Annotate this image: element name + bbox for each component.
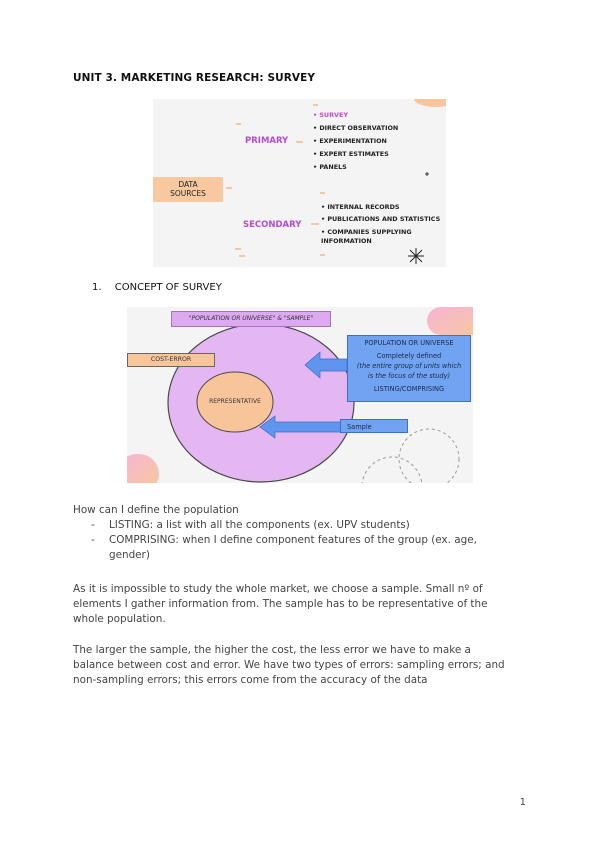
bullet-dash: - (91, 519, 95, 531)
text-line: non-sampling errors; this errors come from the accuracy of the data (73, 674, 428, 687)
decor-blob-icon (414, 99, 446, 107)
secondary-item: • INTERNAL RECORDS (321, 203, 400, 211)
list-item: - COMPRISING: when I define component features of the group (ex. age, gender) (91, 533, 531, 563)
page-heading: UNIT 3. MARKETING RESEARCH: SURVEY (73, 72, 316, 84)
decor-circle (362, 457, 422, 483)
text-line: elements I gather information from. The sample has to be representative of the (73, 598, 488, 611)
page-number: 1 (519, 797, 526, 808)
data-sources-line1: DATA (178, 180, 198, 189)
section-title: CONCEPT OF SURVEY (114, 282, 222, 293)
decor-circle (399, 429, 459, 483)
population-line: is the focus of the study) (367, 372, 451, 380)
population-line: Completely defined (376, 352, 442, 360)
text-line: balance between cost and error. We have two types of errors: sampling errors; and (73, 659, 505, 672)
list-item: - LISTING: a list with all the components (ex. UPV students) (91, 518, 531, 533)
secondary-label: SECONDARY (243, 220, 302, 230)
section-number: 1. (92, 282, 102, 293)
data-sources-line2: SOURCES (170, 189, 206, 198)
population-line: LISTING/COMPRISING (373, 385, 445, 393)
representative-label: REPRESENTATIVE (209, 398, 261, 405)
population-title: POPULATION OR UNIVERSE (364, 339, 454, 347)
top-banner: "POPULATION OR UNIVERSE" & "SAMPLE" (171, 311, 331, 327)
population-box (347, 335, 471, 402)
sparkle-icon (408, 248, 424, 264)
bullet-list (91, 518, 531, 564)
define-question: How can I define the population (73, 504, 239, 516)
decor-dashes (226, 105, 325, 256)
text-line: As it is impossible to study the whole market, we choose a sample. Small nº of (73, 583, 483, 595)
data-sources-box (153, 177, 223, 202)
section-heading (92, 282, 222, 293)
population-sample-figure (127, 307, 473, 483)
cost-error-box: COST-ERROR (127, 353, 215, 367)
secondary-item: • PUBLICATIONS AND STATISTICS (321, 215, 441, 223)
decor-blob-icon (127, 454, 159, 483)
primary-item: • EXPERIMENTATION (313, 137, 387, 145)
text-line: The larger the sample, the higher the cost, the less error we have to make a (73, 644, 471, 656)
bullet-dash: - (91, 534, 95, 547)
population-line: (the entire group of units which (356, 362, 462, 370)
secondary-item: • COMPANIES SUPPLYING INFORMATION (321, 228, 412, 245)
primary-item: • SURVEY (313, 111, 348, 119)
primary-item: • DIRECT OBSERVATION (313, 124, 399, 132)
primary-item: • EXPERT ESTIMATES (313, 150, 389, 158)
paragraph-2 (73, 643, 533, 689)
data-sources-figure (153, 99, 446, 267)
paragraph-1 (73, 582, 533, 628)
plus-icon (425, 172, 429, 176)
text-line: whole population. (73, 613, 166, 626)
secondary-list (321, 201, 440, 246)
decor-blob-icon (427, 307, 473, 335)
primary-item: • PANELS (313, 163, 347, 171)
primary-label: PRIMARY (245, 136, 289, 146)
primary-list (313, 109, 398, 174)
sample-box: Sample (340, 419, 408, 433)
